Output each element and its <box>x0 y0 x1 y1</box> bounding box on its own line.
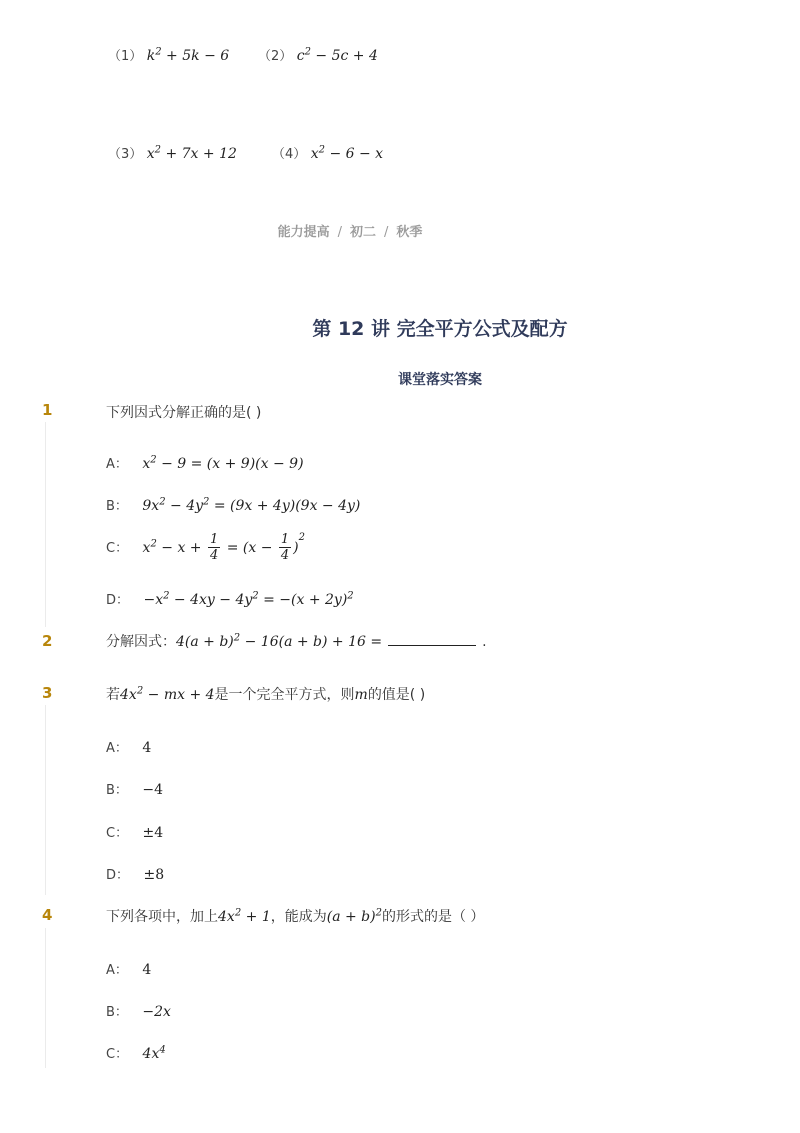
breadcrumb-level: 能力提高 <box>277 225 330 240</box>
question-suffix: . <box>482 634 487 650</box>
option-label: A： <box>106 457 128 472</box>
question-prefix: 分解因式： <box>106 634 176 650</box>
option-a[interactable] <box>106 959 151 978</box>
option-c[interactable] <box>106 822 163 841</box>
expression: $x^2 + 7x + 12$ <box>146 144 237 162</box>
divider <box>45 928 46 1068</box>
option-d[interactable] <box>106 589 354 608</box>
question-prefix: 若 <box>106 687 120 703</box>
expression: 4 <box>142 962 152 978</box>
question-number: 1 <box>42 401 53 419</box>
option-b[interactable] <box>106 495 360 514</box>
answer-blank[interactable] <box>388 633 476 646</box>
breadcrumb-term: 秋季 <box>396 225 423 240</box>
expression: $c^2 - 5c + 4$ <box>296 46 378 64</box>
option-label: B： <box>106 1005 128 1020</box>
expression: $4(a + b)^2 - 16(a + b) + 16$ = <box>176 632 383 650</box>
question-text <box>106 906 484 926</box>
option-label: B： <box>106 499 128 514</box>
divider <box>45 705 46 895</box>
variable-m: m <box>354 687 368 703</box>
divider <box>45 422 46 627</box>
option-label: C： <box>106 1047 129 1062</box>
exercise-number: （1） <box>108 49 143 64</box>
option-label: D： <box>106 593 130 608</box>
exercise-2 <box>258 45 378 64</box>
option-label: A： <box>106 963 128 978</box>
expression: −2x <box>142 1004 171 1020</box>
page-subtitle: 课堂落实答案 <box>398 372 482 388</box>
question-middle: ，能成为 <box>270 909 327 925</box>
option-b[interactable] <box>106 779 163 798</box>
exercise-4 <box>272 143 383 162</box>
option-label: B： <box>106 783 128 798</box>
option-label: C： <box>106 826 129 841</box>
exercise-1 <box>108 45 229 64</box>
breadcrumb <box>0 221 700 240</box>
option-label: C： <box>106 540 129 556</box>
option-c[interactable] <box>106 532 305 563</box>
exercise-3 <box>108 143 237 162</box>
expression: 4 <box>142 740 152 756</box>
expression: $9x^2 - 4y^2 = (9x + 4y)(9x - 4y)$ <box>142 496 361 514</box>
expression: $x^2 - 6 - x$ <box>310 144 384 162</box>
exercise-number: （3） <box>108 147 143 162</box>
expression: $4x^2$ − mx + 4 <box>120 685 215 703</box>
option-c[interactable] <box>106 1043 166 1062</box>
expression: ±4 <box>142 825 164 841</box>
breadcrumb-grade: 初二 <box>349 225 376 240</box>
expression: $x^2 - x$ + $\frac{1}{4}$ = (x − $\frac{1}{4}$ )$^2$ <box>142 531 306 563</box>
expression: $4x^4$ <box>142 1044 166 1062</box>
option-label: A： <box>106 741 128 756</box>
expression: $x^2 - 9 = (x + 9)(x - 9)$ <box>142 454 304 472</box>
expression: $k^2 + 5k - 6$ <box>146 46 230 64</box>
question-number: 3 <box>42 684 53 702</box>
page-title: 第 12 讲 完全平方公式及配方 <box>312 318 568 340</box>
option-d[interactable] <box>106 864 164 883</box>
question-text: 下列因式分解正确的是( ) <box>106 405 262 421</box>
question-text <box>106 631 487 651</box>
question-suffix: 的值是( ) <box>367 687 426 703</box>
expression: $4x^2 + 1$ <box>218 907 271 925</box>
option-a[interactable] <box>106 737 151 756</box>
expression: ±8 <box>143 867 165 883</box>
option-label: D： <box>106 868 130 883</box>
expression: $(a + b)^2$ <box>326 907 382 925</box>
expression: $-x^2 - 4xy - 4y^2 = -(x + 2y)^2$ <box>143 590 354 608</box>
breadcrumb-separator: / <box>384 225 389 240</box>
question-number: 4 <box>42 906 53 924</box>
question-text <box>106 684 425 704</box>
question-number: 2 <box>42 632 53 650</box>
breadcrumb-separator: / <box>337 225 342 240</box>
option-a[interactable] <box>106 453 304 472</box>
question-prefix: 下列各项中，加上 <box>106 909 218 925</box>
exercise-number: （2） <box>258 49 293 64</box>
option-b[interactable] <box>106 1001 171 1020</box>
exercise-number: （4） <box>272 147 307 162</box>
question-suffix: 的形式的是（ ） <box>381 909 485 925</box>
question-middle: 是一个完全平方式，则 <box>214 687 355 703</box>
expression: −4 <box>142 782 164 798</box>
